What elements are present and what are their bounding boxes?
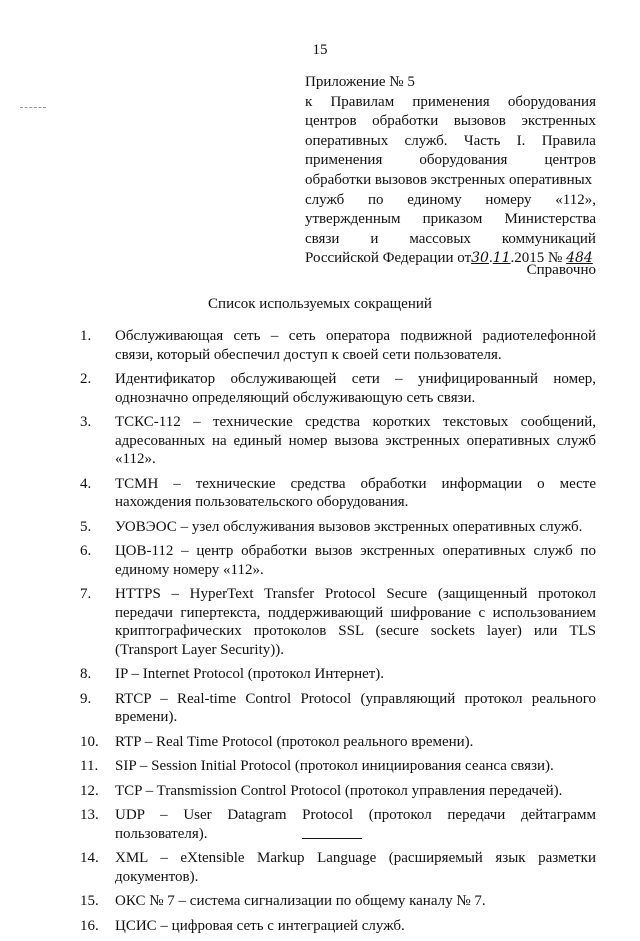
appendix-word: «112», xyxy=(555,191,596,208)
list-item-number: 1. xyxy=(80,328,92,344)
list-item-text: ОКС № 7 – система сигнализации по общему каналу № 7. xyxy=(115,893,486,909)
list-item-number: 2. xyxy=(80,371,92,387)
appendix-title: Приложение № 5 xyxy=(305,74,415,90)
list-item-number: 5. xyxy=(80,518,92,535)
appendix-word: вызовов xyxy=(453,113,506,130)
list-item xyxy=(80,892,596,911)
list-item-number: 15. xyxy=(80,893,99,909)
list-item-number: 8. xyxy=(80,666,92,682)
list-item xyxy=(80,413,596,469)
appendix-line xyxy=(305,93,596,113)
list-item-number: 9. xyxy=(80,690,92,707)
date-year: .2015 № xyxy=(510,250,567,267)
appendix-word: по xyxy=(367,191,384,208)
appendix-word: применения xyxy=(305,152,383,169)
list-item xyxy=(80,542,596,579)
list-item-text: Обслуживающая сеть – сеть оператора подвижной радиотелефонной связи, который обеспечил доступ к своей сети пользователя. xyxy=(115,328,596,363)
appendix-word: и xyxy=(370,230,379,247)
appendix-header xyxy=(305,73,596,269)
appendix-word: единому xyxy=(407,191,462,208)
list-item xyxy=(80,782,596,801)
appendix-word: Министерства xyxy=(504,211,596,228)
list-item xyxy=(80,475,596,512)
appendix-line xyxy=(305,151,596,171)
appendix-word: служб xyxy=(305,191,345,208)
list-item-text: ТСМН – технические средства обработки информации о месте нахождения пользовательского оборудования. xyxy=(115,475,596,510)
appendix-word: утвержденным xyxy=(305,211,401,228)
appendix-line xyxy=(305,171,596,191)
list-item-number: 16. xyxy=(80,917,99,934)
list-item-text: ЦСИС – цифровая сеть с интеграцией служб. xyxy=(115,917,405,934)
appendix-word: Правила xyxy=(541,132,596,149)
list-item-text: SIP – Session Initial Protocol (протокол инициирования сеанса связи). xyxy=(115,758,554,774)
appendix-word: оперативных xyxy=(305,132,389,149)
list-item-text: Идентификатор обслуживающей сети – унифицированный номер, однозначно определяющий обслуживающую сеть связи. xyxy=(115,371,596,406)
date-month: 11 xyxy=(492,250,511,267)
appendix-word: I. xyxy=(516,132,526,149)
appendix-word: служб. xyxy=(404,132,448,149)
list-item xyxy=(80,690,596,727)
list-item-number: 13. xyxy=(80,807,99,823)
list-item-text: ЦОВ-112 – центр обработки вызов экстренных оперативных служб по единому номеру «112». xyxy=(115,543,596,578)
list-title: Список используемых сокращений xyxy=(208,296,432,312)
list-item-text: УОВЭОС – узел обслуживания вызовов экстренных оперативных служб. xyxy=(115,518,583,535)
appendix-line xyxy=(305,191,596,211)
list-item-text: RTCP – Real-time Control Protocol (управляющий протокол реального времени). xyxy=(115,690,596,725)
list-item-text: IP – Internet Protocol (протокол Интернет). xyxy=(115,666,385,682)
list-item-number: 14. xyxy=(80,850,99,866)
list-item-text: XML – eXtensible Markup Language (расширяемый язык разметки документов). xyxy=(115,850,596,885)
list-item xyxy=(80,665,596,684)
appendix-word: массовых xyxy=(409,230,471,247)
list-item-number: 12. xyxy=(80,782,99,799)
list-item xyxy=(80,370,596,407)
order-number: 484 xyxy=(566,250,593,267)
list-item-text: TCP – Transmission Control Protocol (протокол управления передачей). xyxy=(115,782,563,799)
appendix-word: обработки xyxy=(372,113,439,130)
appendix-word: экстренных xyxy=(521,113,596,130)
list-item-number: 7. xyxy=(80,586,92,602)
list-item xyxy=(80,917,596,936)
reference-label: Справочно xyxy=(526,262,596,278)
list-item-text: UDP – User Datagram Protocol (протокол передачи дейтаграмм пользователя). xyxy=(115,807,596,842)
appendix-word: оборудования xyxy=(507,93,596,110)
appendix-word: центров xyxy=(544,152,596,169)
list-item xyxy=(80,733,596,752)
appendix-word: связи xyxy=(305,230,340,247)
list-item-text: RTP – Real Time Protocol (протокол реального времени). xyxy=(115,733,474,750)
list-item-number: 6. xyxy=(80,543,92,559)
list-item-text: HTTPS – HyperText Transfer Protocol Secure (защищенный протокол передачи гипертекста, поддерживающий шифрование с использованием криптографических протоколов SSL (secure sockets layer) или TLS (Transport Layer Security)). xyxy=(115,586,596,658)
list-item-text: ТСКС-112 – технические средства коротких текстовых сообщений, адресованных на единый номер вызова экстренных оперативных служб «112». xyxy=(115,414,596,467)
date-separator: . xyxy=(488,250,493,267)
list-item-number: 10. xyxy=(80,733,99,750)
appendix-line xyxy=(305,210,596,230)
date-day: 30 xyxy=(471,250,489,267)
appendix-line xyxy=(305,112,596,132)
appendix-word: номеру xyxy=(485,191,532,208)
list-item xyxy=(80,849,596,886)
appendix-word: Правилам xyxy=(330,93,395,110)
appendix-line xyxy=(305,230,596,250)
appendix-word: оборудования xyxy=(419,152,508,169)
appendix-line xyxy=(305,132,596,152)
appendix-word: обработки вызовов экстренных оперативных xyxy=(305,171,593,188)
list-item-number: 4. xyxy=(80,475,92,492)
list-item xyxy=(80,518,596,537)
appendix-word: Часть xyxy=(463,132,501,149)
appendix-word: к xyxy=(305,93,313,110)
appendix-word: центров xyxy=(305,113,357,130)
appendix-word: применения xyxy=(412,93,490,110)
appendix-word: приказом xyxy=(422,211,483,228)
divider-line xyxy=(302,838,362,839)
abbreviation-list xyxy=(80,327,596,941)
list-item xyxy=(80,585,596,659)
appendix-word: коммуникаций xyxy=(501,230,596,247)
list-item-number: 11. xyxy=(80,758,99,774)
scan-mark xyxy=(20,107,46,110)
page-number: 15 xyxy=(312,42,328,58)
list-item xyxy=(80,757,596,776)
appendix-last-line-prefix: Российской Федерации от xyxy=(305,250,472,267)
list-item xyxy=(80,327,596,364)
list-item-number: 3. xyxy=(80,414,92,430)
appendix-lines xyxy=(305,93,596,250)
